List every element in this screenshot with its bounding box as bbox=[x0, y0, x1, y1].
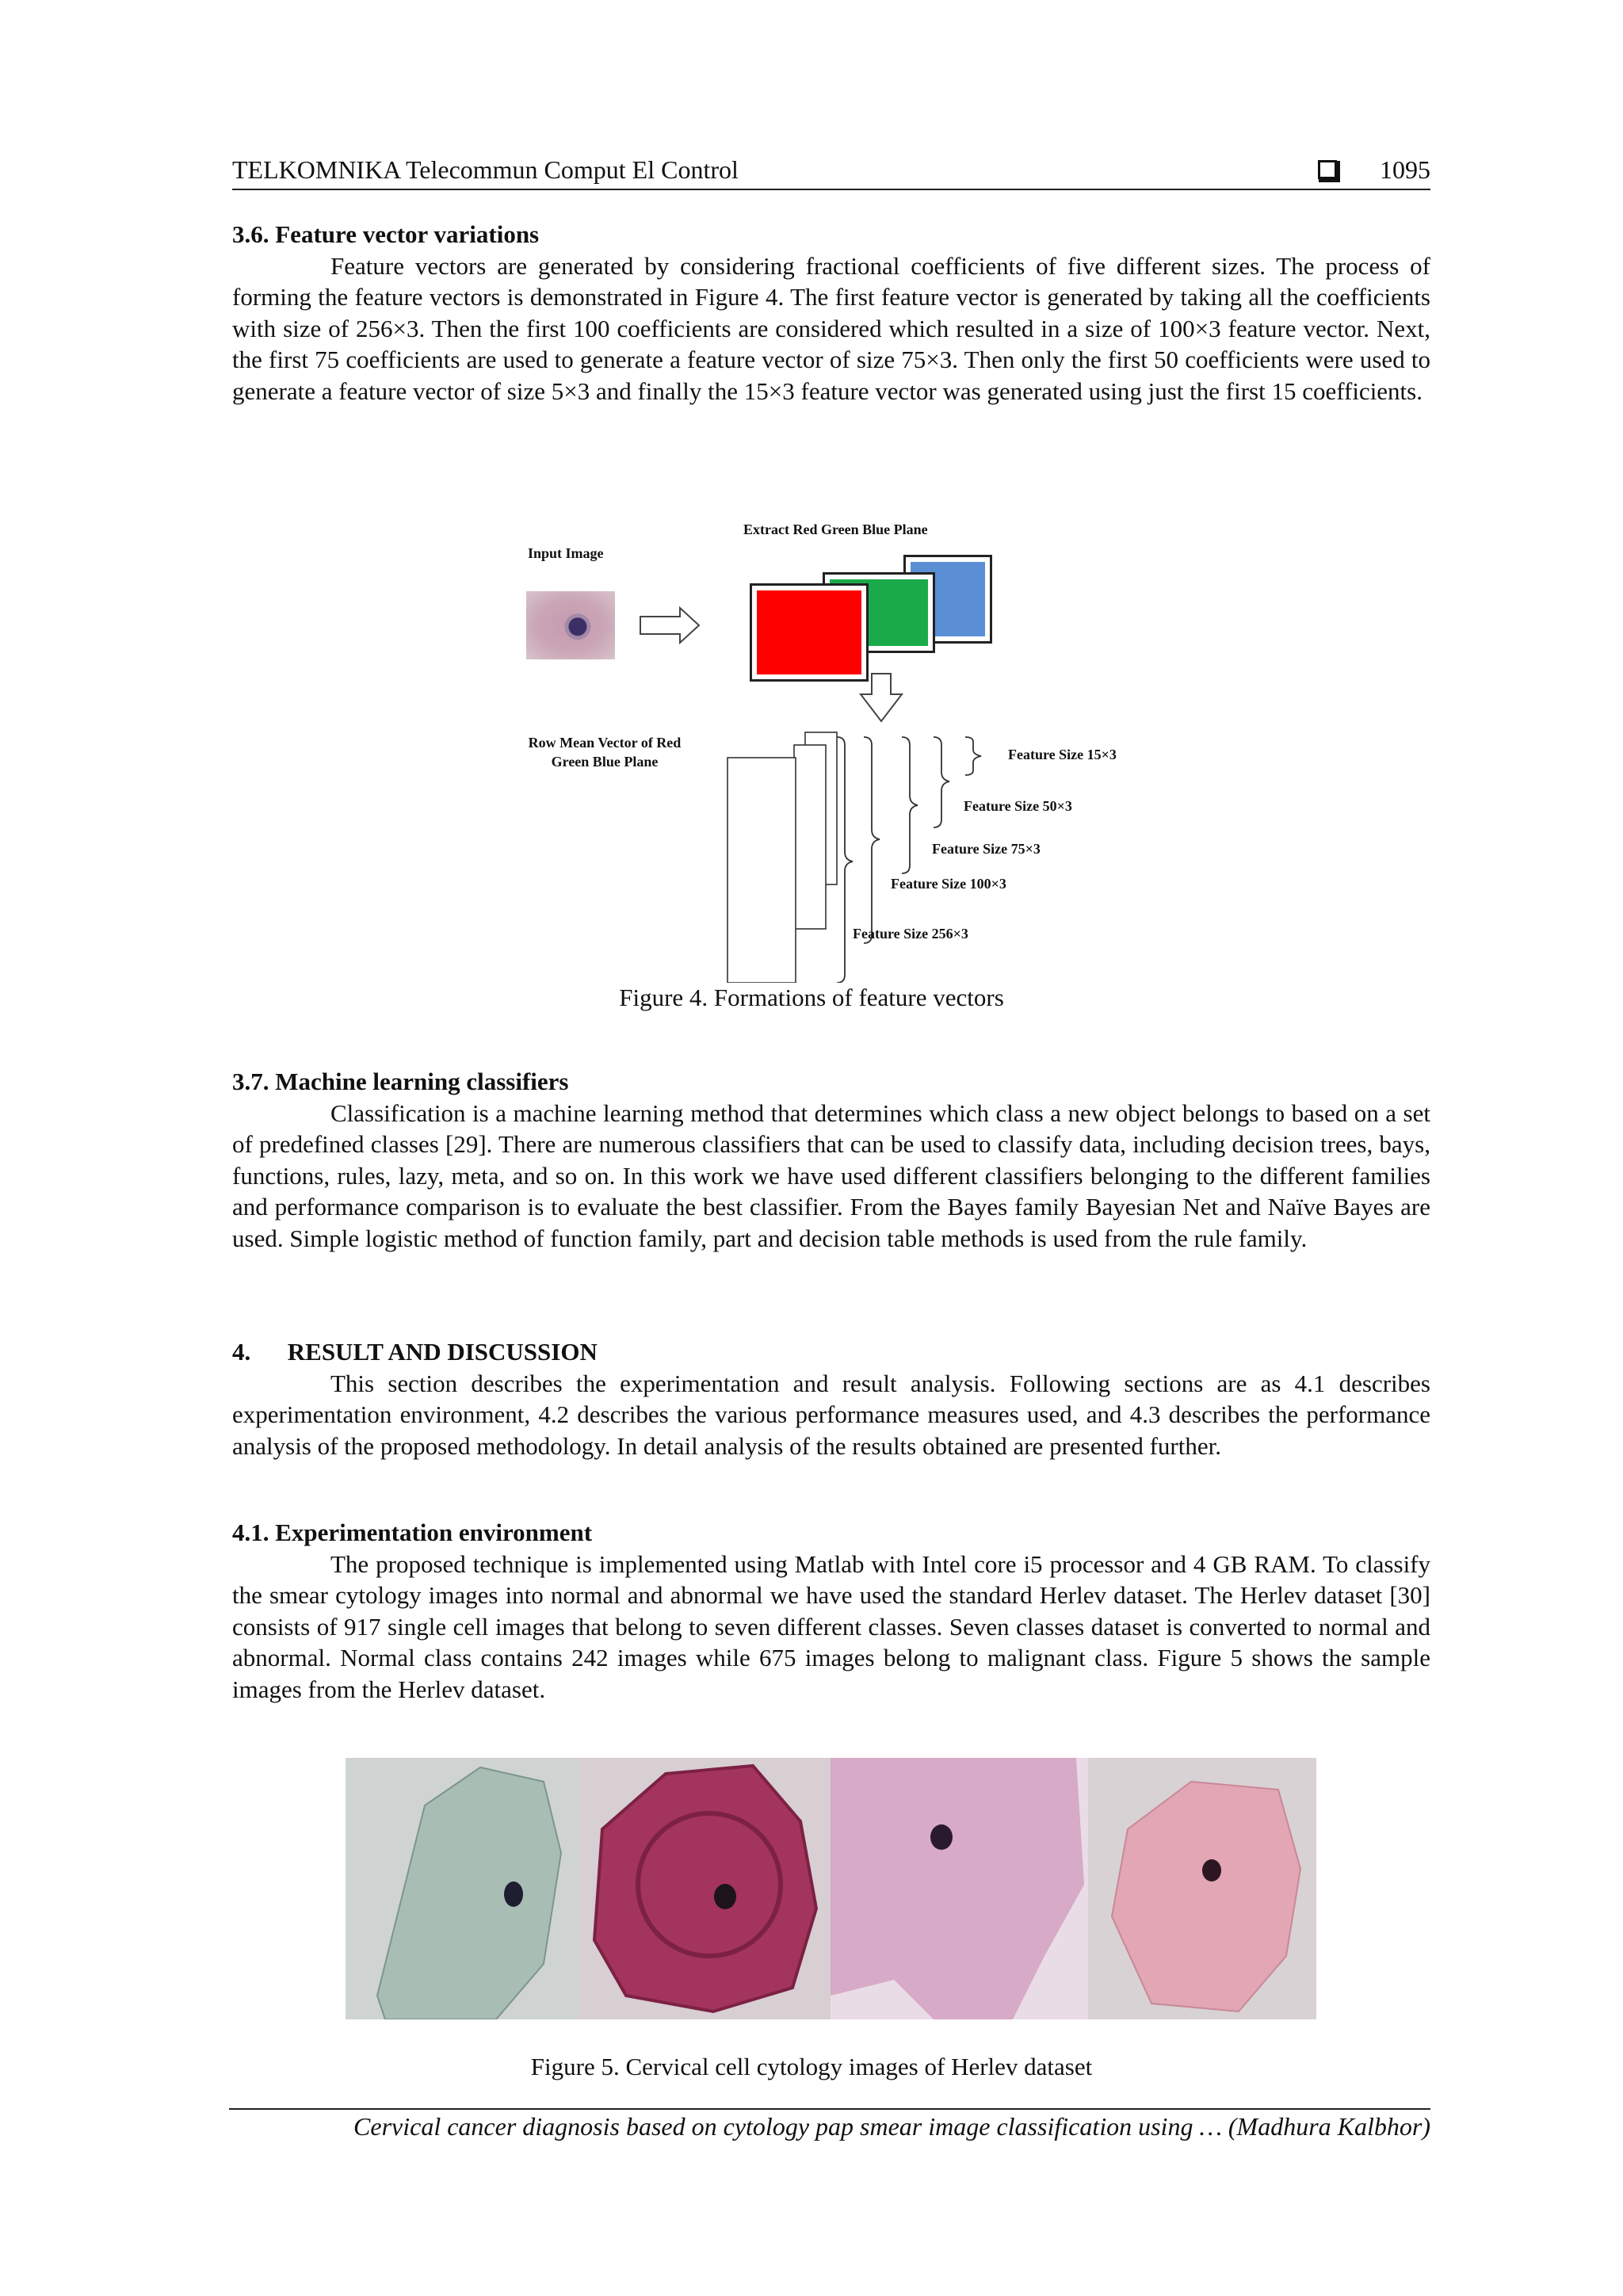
section-paragraph: This section describes the experimentation and result analysis. Following sections are as 4.1 describes experimentation environment, 4.2 describes the various performance measures used, and 4.3 describes the performance analysis of the proposed methodology. In detail analysis of the results obtained are presented further. bbox=[232, 1369, 1430, 1460]
brace-75 bbox=[902, 737, 918, 873]
page-number: 1095 bbox=[1380, 155, 1430, 184]
section-heading: 4.1. Experimentation environment bbox=[232, 1519, 593, 1546]
section-paragraph: Classification is a machine learning method that determines which class a new object belongs to based on a set of predefined classes [29]. There are numerous classifiers that can be used to classify data, including decision trees, bays, functions, rules, lazy, meta, and so on. In this work we have used different classifiers belonging to the different families and performance comparison is to evaluate the best classifier. From the Bayes family Bayesian Net and Naïve Bayes are used. Simple logistic method of function family, part and decision table methods is used from the rule family. bbox=[232, 1098, 1430, 1252]
box-icon bbox=[1318, 160, 1337, 179]
brace-100 bbox=[864, 737, 880, 943]
section-4 bbox=[232, 1336, 1430, 1461]
brace-15 bbox=[965, 737, 981, 775]
input-image-label: Input Image bbox=[528, 545, 604, 561]
figure-5-caption: Figure 5. Cervical cell cytology images of Herlev dataset bbox=[530, 2053, 1093, 2080]
brace-256 bbox=[837, 737, 853, 983]
feature-size-75-label: Feature Size 75×3 bbox=[932, 841, 1041, 857]
section-heading: 3.6. Feature vector variations bbox=[232, 220, 540, 248]
footer-divider bbox=[229, 2108, 1430, 2110]
cell-image-1 bbox=[346, 1758, 579, 2019]
cell-1-drawing bbox=[346, 1758, 579, 2019]
row-mean-label-line2: Green Blue Plane bbox=[551, 754, 659, 770]
figure-4-caption: Figure 4. Formations of feature vectors bbox=[619, 984, 1004, 1011]
figure-5 bbox=[346, 1758, 1316, 2019]
cell-image-2 bbox=[579, 1758, 831, 2019]
page-header bbox=[232, 152, 1430, 190]
cell-4-drawing bbox=[1088, 1758, 1316, 2019]
feature-size-15-label: Feature Size 15×3 bbox=[1008, 747, 1117, 762]
section-paragraph: The proposed technique is implemented using Matlab with Intel core i5 processor and 4 GB RAM. To classify the smear cytology images into normal and abnormal we have used the standard Herlev dataset. The Herlev dataset [30] consists of 917 single cell images that belong to seven different classes. Seven classes dataset is converted to normal and abnormal. Normal class contains 242 images while 675 images belong to malignant class. Figure 5 shows the sample images from the Herlev dataset. bbox=[232, 1549, 1430, 1703]
figure-4 bbox=[491, 507, 1157, 983]
section-heading: 4. RESULT AND DISCUSSION bbox=[232, 1338, 598, 1366]
section-4-1 bbox=[232, 1517, 1430, 1705]
cell-image-4 bbox=[1088, 1758, 1316, 2019]
feature-size-256-label: Feature Size 256×3 bbox=[853, 926, 968, 942]
row-mean-label-line1: Row Mean Vector of Red bbox=[528, 735, 682, 751]
feature-size-100-label: Feature Size 100×3 bbox=[891, 876, 1006, 892]
row-mean-vectors bbox=[727, 732, 837, 983]
section-3-7 bbox=[232, 1066, 1430, 1254]
journal-name: TELKOMNIKA Telecommun Comput El Control bbox=[232, 155, 739, 184]
vector-bar-2 bbox=[794, 745, 826, 929]
feature-vector-diagram bbox=[491, 507, 1157, 983]
cell-image-3 bbox=[831, 1758, 1088, 2019]
cell-3-drawing bbox=[831, 1758, 1088, 2019]
section-3-6 bbox=[232, 219, 1430, 407]
vector-bar-1 bbox=[727, 758, 796, 983]
feature-size-50-label: Feature Size 50×3 bbox=[964, 798, 1072, 814]
cell-2-drawing bbox=[579, 1758, 831, 2019]
section-paragraph: Feature vectors are generated by considering fractional coefficients of five different sizes. The process of forming the feature vectors is demonstrated in Figure 4. The first feature vector is generated by taking all the coefficients with size of 256×3. Then the first 100 coefficients are considered which resulted in a size of 100×3 feature vector. Next, the first 75 coefficients are used to generate a feature vector of size 75×3. Then only the first 50 coefficients were used to generate a feature vector of size 5×3 and finally the 15×3 feature vector was generated using just the first 15 coefficients. bbox=[232, 251, 1430, 405]
extract-planes-label: Extract Red Green Blue Plane bbox=[743, 521, 928, 537]
running-footer: Cervical cancer diagnosis based on cytology pap smear image classification using … (Madhura Kalbhor) bbox=[353, 2112, 1430, 2141]
section-heading: 3.7. Machine learning classifiers bbox=[232, 1068, 569, 1095]
braces bbox=[837, 737, 981, 983]
brace-50 bbox=[934, 737, 949, 827]
